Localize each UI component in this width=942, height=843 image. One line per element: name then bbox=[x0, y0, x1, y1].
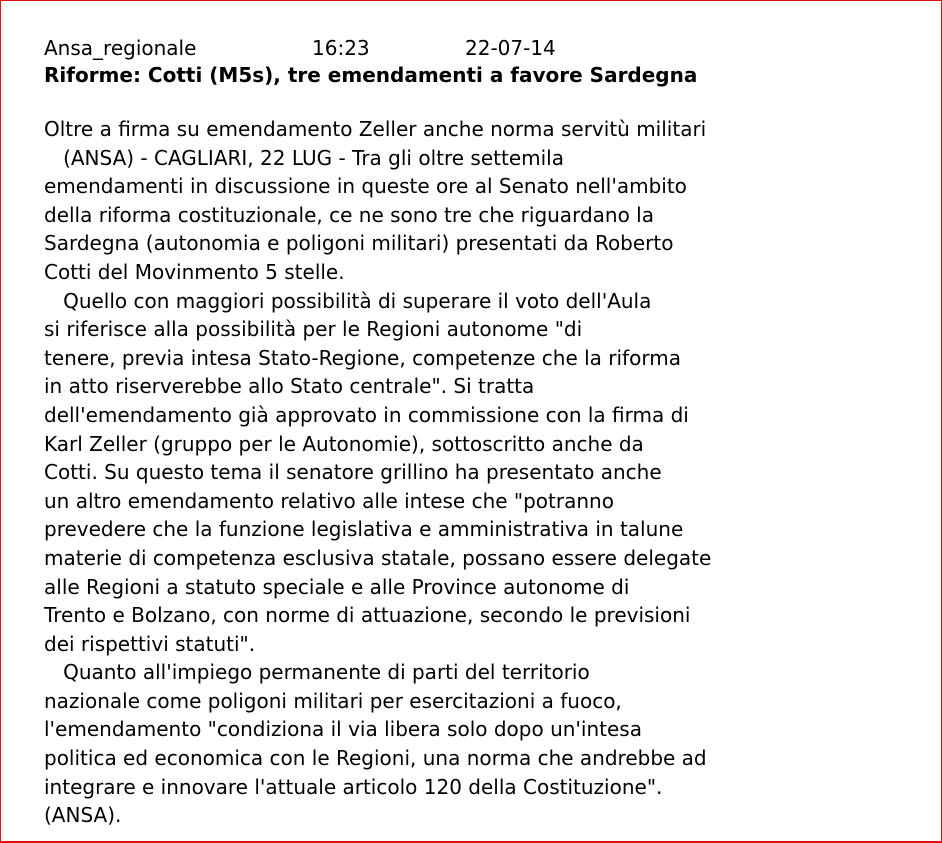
body-line: nazionale come poligoni militari per esercitazioni a fuoco, bbox=[44, 688, 622, 713]
article-headline: Riforme: Cotti (M5s), tre emendamenti a favore Sardegna bbox=[44, 63, 698, 87]
body-line: politica ed economica con le Regioni, una norma che andrebbe ad bbox=[44, 746, 707, 771]
body-line: Cotti del Movinmento 5 stelle. bbox=[44, 259, 345, 284]
body-line: si riferisce alla possibilità per le Regioni autonome "di bbox=[44, 317, 583, 342]
body-line: in atto riserverebbe allo Stato centrale". Si tratta bbox=[44, 374, 535, 399]
body-line: emendamenti in discussione in queste ore al Senato nell'ambito bbox=[44, 174, 687, 199]
body-line: Karl Zeller (gruppo per le Autonomie), sottoscritto anche da bbox=[44, 431, 644, 456]
body-line: Cotti. Su questo tema il senatore grillino ha presentato anche bbox=[44, 460, 662, 485]
body-line: prevedere che la funzione legislativa e amministrativa in talune bbox=[44, 517, 684, 542]
body-line: alle Regioni a statuto speciale e alle Province autonome di bbox=[44, 574, 630, 599]
body-line: dei rispettivi statuti". bbox=[44, 631, 256, 656]
body-line: materie di competenza esclusiva statale, possano essere delegate bbox=[44, 545, 712, 570]
body-line: un altro emendamento relativo alle intese che "potranno bbox=[44, 488, 614, 513]
article-time: 16:23 bbox=[312, 36, 370, 60]
body-line: l'emendamento "condiziona il via libera solo dopo un'intesa bbox=[44, 717, 642, 742]
body-line: Trento e Bolzano, con norme di attuazione, secondo le previsioni bbox=[44, 603, 691, 628]
article-body bbox=[44, 115, 711, 830]
article-date: 22-07-14 bbox=[465, 36, 556, 60]
body-line: Oltre a firma su emendamento Zeller anche norma servitù militari bbox=[44, 117, 707, 141]
body-line: della riforma costituzionale, ce ne sono tre che riguardano la bbox=[44, 202, 654, 227]
article-meta bbox=[44, 36, 556, 60]
body-line: Sardegna (autonomia e poligoni militari) presentati da Roberto bbox=[44, 231, 674, 256]
body-line: (ANSA). bbox=[44, 803, 122, 828]
body-line: (ANSA) - CAGLIARI, 22 LUG - Tra gli oltre settemila bbox=[44, 145, 564, 170]
body-line: dell'emendamento già approvato in commissione con la firma di bbox=[44, 402, 689, 427]
body-line: Quanto all'impiego permanente di parti del territorio bbox=[44, 660, 590, 685]
body-line: Quello con maggiori possibilità di superare il voto dell'Aula bbox=[44, 288, 652, 313]
body-line: integrare e innovare l'attuale articolo 120 della Costituzione". bbox=[44, 774, 663, 799]
article-source: Ansa_regionale bbox=[44, 36, 197, 60]
body-line: tenere, previa intesa Stato-Regione, competenze che la riforma bbox=[44, 345, 681, 370]
